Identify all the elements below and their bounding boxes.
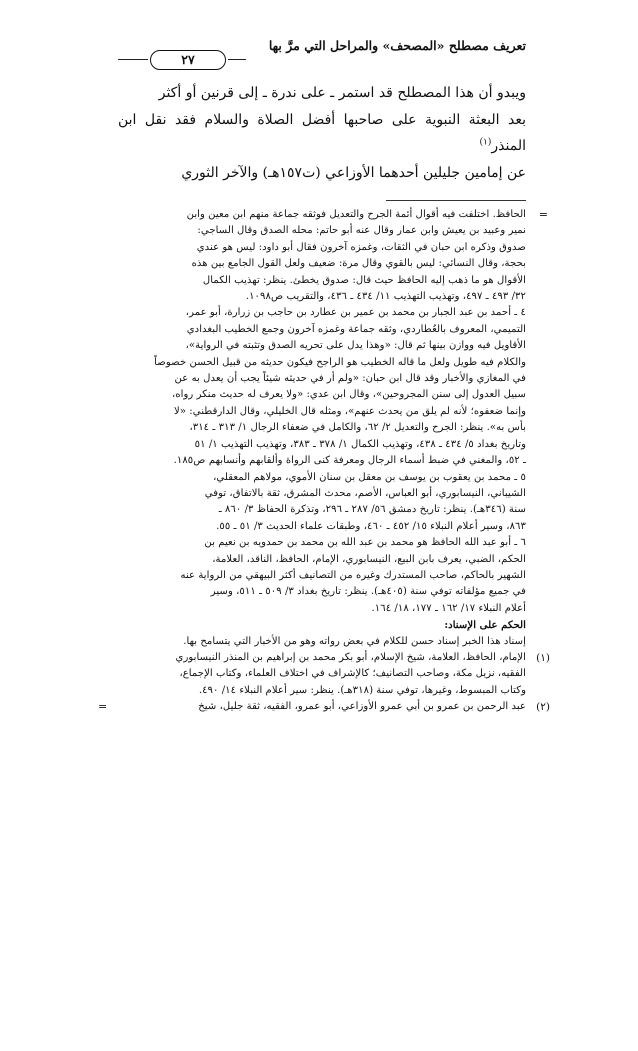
page-number: ٢٧ [150,50,226,70]
footnote-1-line: الإمام، الحافظ، العلامة، شيخ الإسلام، أبو بكر محمد بن إبراهيم بن المنذر النيسابوري [175,651,526,663]
book-page [98,30,550,716]
footnote-line: الأقوال هو ما ذهب إليه الحافظ حيث قال: صدوق يخطئ. ينظر: تهذيب الكمال [202,274,526,286]
main-line-3: عن إمامين جليلين أحدهما الأوزاعي (ت١٥٧هـ) والآخر الثوري [181,164,526,181]
footnote-line: سبيل العدول إلى سنن المجروحين»، وقال ابن عدي: «ولا يعرف له حديث منكر رواه، [172,389,526,401]
footnote-line: وإنما ضعفوه؛ لأنه لم يلق من يحدث عنهم»، ومثله قال الخليلي، وقال الدارقطني: «لا [173,405,526,417]
main-text [118,80,526,186]
footnote-line: صدوق وذكره ابن حبان في الثقات، وغمزه آخرون فقال أبو داود: ليس هو عندي [196,241,526,253]
footnote-line: ٨٦٣، وسير أعلام النبلاء ١٥/ ٤٥٢ ـ ٤٦٠، وطبقات علماء الحديث ٣/ ٥١ ـ ٥٥. [216,520,526,532]
footnote-line: في جميع مؤلفاته توفي سنة (٤٠٥هـ). ينظر: تاريخ بغداد ٣/ ٥٠٩ ـ ٥١١، وسير [210,586,526,598]
footnote-line: في المغازي والأخبار وقد قال ابن حبان: «ولم أر في حديثه شيئاً يجب أن يعدل به عن [174,373,526,385]
footnote-separator [386,200,526,201]
footnote-2-marker[interactable]: (٢) [536,701,550,714]
footnote-1-line: وكتاب المبسوط، وغيرها، توفي سنة (٣١٨هـ). ينظر: سير أعلام النبلاء ١٤/ ٤٩٠. [198,684,526,696]
footnote-line: نمير وعبيد بن يعيش وابن عمار وقال عنه أبو حاتم: محله الصدق وقال الساجي: [197,225,526,237]
running-title: تعريف مصطلح «المصحف» والمراحل التي مرَّ بها [268,38,526,53]
page-number-rule-left [118,59,148,60]
continuation-mark-start: = [538,208,548,221]
footnote-2 [98,699,550,715]
footnote-line: بأس به». ينظر: الجرح والتعديل ٢/ ٦٢، والكامل في ضعفاء الرجال ١/ ٣١٣ ـ ٣١٤، [189,422,526,434]
footnote-ref-1[interactable]: (١) [479,137,492,148]
footnote-line: الشهير بالحاكم، صاحب المستدرك وغيره من التصانيف أكثر البيهقي من الرواية عنه [180,569,526,581]
page-number-rule-right [228,59,246,60]
isnad-text: إسناد هذا الخبر إسناد حسن للكلام في بعض رواته وهو من الأخبار التي يتسامح بها. [183,635,526,647]
page-header [118,30,526,74]
footnote-line: بحجة، وقال النسائي: ليس بالقوي وقال مرة: ضعيف ولعل القول الجامع بين هذه [191,258,526,270]
page-number-frame [118,50,246,70]
footnote-line: سنة (٣٤٦هـ). ينظر: تاريخ دمشق ٥٦/ ٢٨٧ ـ ٢٩٦، وتذكرة الحفاظ ٣/ ٨٦٠ ـ [218,504,526,516]
footnote-line: الحافظ. اختلفت فيه أقوال أئمة الجرح والتعديل فوثقه جماعة منهم ابن معين وابن [186,209,526,220]
footnote-line: الشيباني، النيسابوري، أبو العباس، الأصم، محدث المشرق، ثقة بالاتفاق، توفي [204,487,526,499]
main-line-1: ويبدو أن هذا المصطلح قد استمر ـ على ندرة ـ إلى قرنين أو أكثر [158,85,526,101]
footnote-2-line: عبد الرحمن بن عمرو بن أبي عمرو الأوزاعي، أبو عمرو، الفقيه، ثقة جليل، شيخ [198,701,526,713]
footnote-line: ـ ٥٢، والمغني في ضبط أسماء الرجال ومعرفة كنى الرواة وألقابهم وأنسابهم ص١٨٥. [173,455,526,467]
footnote-continued [118,207,548,617]
footnote-line: وتاريخ بغداد ٥/ ٤٣٤ ـ ٤٣٨، وتهذيب الكمال ١/ ٣٧٨ ـ ٣٨٣، وتهذيب التهذيب ١/ ٥١ [194,438,526,450]
footnote-line: ٦ ـ أبو عبد الله الحافظ هو محمد بن عبد الله بن محمد بن حمدويه بن نعيم بن [204,537,526,549]
isnad-heading: الحكم على الإسناد: [444,619,526,632]
footnote-line: التميمي، المعروف بالعُطاردي، وثقه جماعة وغمزه آخرون وجمع الخطيب البغدادي [186,323,526,335]
footnote-1-marker[interactable]: (١) [536,651,550,664]
footnote-line: الحكم، الضبي، يعرف بابن البيع، النيسابوري، الإمام، الحافظ، الناقد، العلامة، [212,553,526,565]
footnote-1 [118,650,550,699]
footnote-line: ٣٢/ ٤٩٣ ـ ٤٩٧، وتهذيب التهذيب ١١/ ٤٣٤ ـ ٤٣٦، والتقريب ص١٠٩٨. [245,291,526,303]
footnote-1-line: الفقيه، نزيل مكة، وصاحب التصانيف؛ كالإشراف في اختلاف العلماء، وكتاب الإجماع، [179,668,526,680]
footnote-line: ٤ ـ أحمد بن عبد الجبار بن محمد بن عمير بن عطارد بن حاجب بن زرارة، أبو عمر، [185,307,526,319]
footnote-line: والكلام فيه طويل ولعل ما قاله الخطيب هو الراجح فيكون حديثه من قبيل الحسن خصوصاً [154,356,526,368]
main-line-2: بعد البعثة النبوية على صاحبها أفضل الصلاة والسلام فقد نقل ابن المنذر$^{(١)}$ [118,111,526,154]
continuation-mark-end: = [98,700,108,714]
footnote-line: الأقاويل فيه ووازن بينها ثم قال: «وهذا يدل على تحريه الصدق وتثبته في الرواية»، [185,340,526,352]
footnote-line: أعلام النبلاء ١٧/ ١٦٢ ـ ١٧٧، ١٨/ ١٦٤. [371,602,526,614]
footnotes [98,207,550,716]
footnote-line: ٥ ـ محمد بن يعقوب بن يوسف بن معقل بن سنان الأموي، مولاهم المعقلي، [213,471,526,483]
